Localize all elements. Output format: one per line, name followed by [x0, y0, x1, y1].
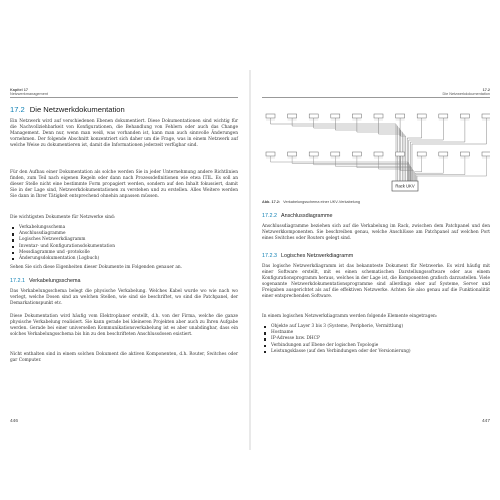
cable-line: [407, 118, 422, 181]
outlet-top: [482, 114, 490, 118]
page-number-right: 447: [481, 419, 490, 424]
document-list: [10, 225, 238, 262]
subsection-heading: [10, 278, 81, 284]
list-item: Logisches Netzwerkdiagramm: [10, 237, 238, 243]
subsection-title: Logisches Netzwerkdiagramm: [281, 253, 354, 259]
outlet-middle: [266, 152, 275, 156]
list-item: Verkabelungsschema: [10, 225, 238, 231]
cable-line: [314, 118, 400, 181]
list-item: Inventar- und Konfigurationsdokumentation: [10, 244, 238, 250]
header-title: Netzwerkmanagement: [10, 92, 48, 96]
header-rule: [10, 97, 238, 98]
caption-label: Abb. 17.2:: [262, 200, 281, 204]
cabling-diagram: [262, 108, 490, 198]
outlet-middle: [417, 152, 426, 156]
list-item: Objekte auf Layer 3 bis 3 (Systeme, Peripherie, Vermittlung): [262, 324, 490, 330]
cable-line: [314, 156, 410, 181]
subsection-number: 17.2.1: [10, 278, 25, 284]
cable-line: [292, 156, 409, 181]
paragraph-planner: Diese Dokumentation wird häufig vom Elektroplaner erstellt, d.h. von der Firma, welche die ganze physische Verkabelung realisiert. Sie kann gerade bei kleineren Projekten aber auch zu Ihren Aufgabe werden. Gerade bei einer universellen Kommunikationsverkabelung ist es aber unabdingbar, dass ein solches Verkabelungsschema bis hin zu den beschrifteten Anschlussdosen existiert.: [10, 314, 238, 338]
list-intro: Die wichtigsten Dokumente für Netzwerke sind:: [10, 215, 116, 220]
list-item: Änderungsdokumentation (Logbuch): [10, 256, 238, 262]
cable-line: [412, 118, 487, 181]
section-title: Die Netzwerkdokumentation: [29, 105, 125, 114]
cable-line: [357, 118, 403, 181]
list-intro: In einem logischen Netzwerkdiagramm werden folgende Elemente eingetragen:: [262, 314, 438, 319]
element-list: [262, 324, 490, 355]
list-item: Messdiagramme und -protokolle: [10, 250, 238, 256]
outlet-middle: [374, 152, 383, 156]
book-spine: [249, 70, 251, 450]
outlet-middle: [396, 152, 405, 156]
paragraph-cabling: Das Verkabelungsschema belegt die physische Verkabelung. Welches Kabel wurde wo wie nach wo verlegt, welche Dosen sind an welchen Stellen, wie sind sie beschriftet, wo sind die Patchpanel, der Demarkationspunkt etc.: [10, 289, 238, 307]
outlet-middle: [331, 152, 340, 156]
outlet-top: [417, 114, 426, 118]
outlet-middle: [288, 152, 297, 156]
section-heading: [10, 105, 125, 114]
subsection-title: Verkabelungsschema: [29, 278, 81, 284]
cable-line: [409, 118, 444, 181]
subsection-heading: [262, 253, 353, 259]
outlet-top: [288, 114, 297, 118]
header-chapter: 17.2: [482, 88, 490, 92]
outlet-top: [374, 114, 383, 118]
list-item: Anschlussdiagramme: [10, 231, 238, 237]
subsection-heading: [262, 213, 333, 219]
header-rule: [262, 97, 490, 98]
list-item: IP-Adresse bzw. DHCP: [262, 336, 490, 342]
outlet-top: [352, 114, 361, 118]
cable-line: [335, 118, 401, 181]
left-page: [10, 88, 238, 424]
caption-text: Verkabelungsschema einer UKV-Verkabelung: [283, 200, 360, 204]
cable-line: [271, 118, 397, 181]
outlet-top: [460, 114, 469, 118]
header-title: Die Netzwerkdokumentation: [442, 92, 490, 96]
outlet-middle: [482, 152, 490, 156]
subsection-number: 17.2.2: [262, 213, 277, 219]
paragraph-logical-diagram: Das logische Netzwerkdiagramm ist das bekannteste Dokument für Netzwerke. Es wird häufig mit einer Software erstellt, mit es einen schematischen Darstellungssoftware oder aus einem Konfigurationsprogramm heraus, welches in der Lage ist, die Komponenten grafisch darzustellen. Viele sogenannte Netzwerkdokumentationsprogramme sind allerdings eher auf Systeme, Server und Freigaben ausgerichtet als auf die effektiven Netzwerke. Achten Sie also genau auf die Funktionalität einer entsprechenden Software.: [262, 264, 490, 300]
outlet-top: [309, 114, 318, 118]
cable-line: [415, 156, 443, 181]
list-item: Leistungsklasse (auf den Verbindungen oder der Versionierung): [262, 349, 490, 355]
cable-line: [357, 156, 412, 181]
paragraph-exclusions: Nicht enthalten sind in einem solchen Dokument die aktiven Komponenten, d.h. Router, Switches oder gar Computer.: [10, 352, 238, 364]
cable-line: [416, 156, 465, 181]
cable-line: [410, 118, 465, 181]
running-header-right: [262, 88, 490, 98]
subsection-title: Anschlussdiagramme: [281, 213, 333, 219]
paragraph-intro: Ein Netzwerk wird auf verschiedenen Ebenen dokumentiert. Diese Dokumentationen sind wichtig für die Nachvollziehbarkeit von Konfigurationen, die Behandlung von Fehlern oder auch das Change Management. Denn nur, wenn man weiß, was vorhanden ist, kann man auch sinnvolle Änderungen vornehmen. Der folgende Abschnitt konzentriert sich daher um die Frage, was in einem Netzwerk auf welche Weise zu dokumentieren ist, damit die Informationen jederzeit verfügbar sind.: [10, 119, 238, 149]
cable-line: [417, 156, 487, 181]
subsection-number: 17.2.3: [262, 253, 277, 259]
cable-line: [271, 156, 409, 181]
list-item: Hostname: [262, 330, 490, 336]
outlet-top: [439, 114, 448, 118]
section-number: 17.2: [10, 105, 25, 114]
running-header-left: [10, 88, 238, 98]
outlet-top: [396, 114, 405, 118]
list-outro: Sehen Sie sich diese Eigenheiten dieser Dokumente im Folgenden genauer an.: [10, 265, 183, 270]
outlet-middle: [309, 152, 318, 156]
rack-label: Rack UKV: [395, 183, 415, 189]
header-chapter: Kapitel 17: [10, 88, 28, 92]
cable-line: [292, 118, 398, 181]
figure-caption: [262, 200, 360, 204]
outlet-middle: [352, 152, 361, 156]
outlet-middle: [439, 152, 448, 156]
list-item: Verbindungen auf Ebene der logischen Topologie: [262, 343, 490, 349]
outlet-top: [331, 114, 340, 118]
outlet-top: [266, 114, 275, 118]
paragraph-structure: Für den Aufbau einer Dokumentation als solche werden Sie in jeder Unternehmung andere Richtlinien finden, zum Teil nach eigenen Regeln oder dann nach Prozessdefinitionen wie etwa ITIL. Es soll an dieser Stelle nicht eine bestimmte Form propagiert werden, sondern auf den Inhalt fokussiert, damit Sie in der Lage sind, Netzwerkdokumentationen zu verstehen und zu erstellen. Alles Weitere werden Sie dann in Ihrer Tätigkeit entsprechend ohnehin anpassen müssen.: [10, 170, 238, 200]
page-number-left: 446: [10, 419, 19, 424]
right-page: [262, 88, 490, 424]
paragraph-connection-diagrams: Anschlussdiagramme beziehen sich auf die Verkabelung im Rack, zwischen dem Patchpanel und den Netzwerkkomponenten. Sie beschreiben genau, welche Anschlüsse am Patchpanel auf welchen Port eines Switches oder Routers gelegt sind.: [262, 224, 490, 242]
outlet-middle: [460, 152, 469, 156]
